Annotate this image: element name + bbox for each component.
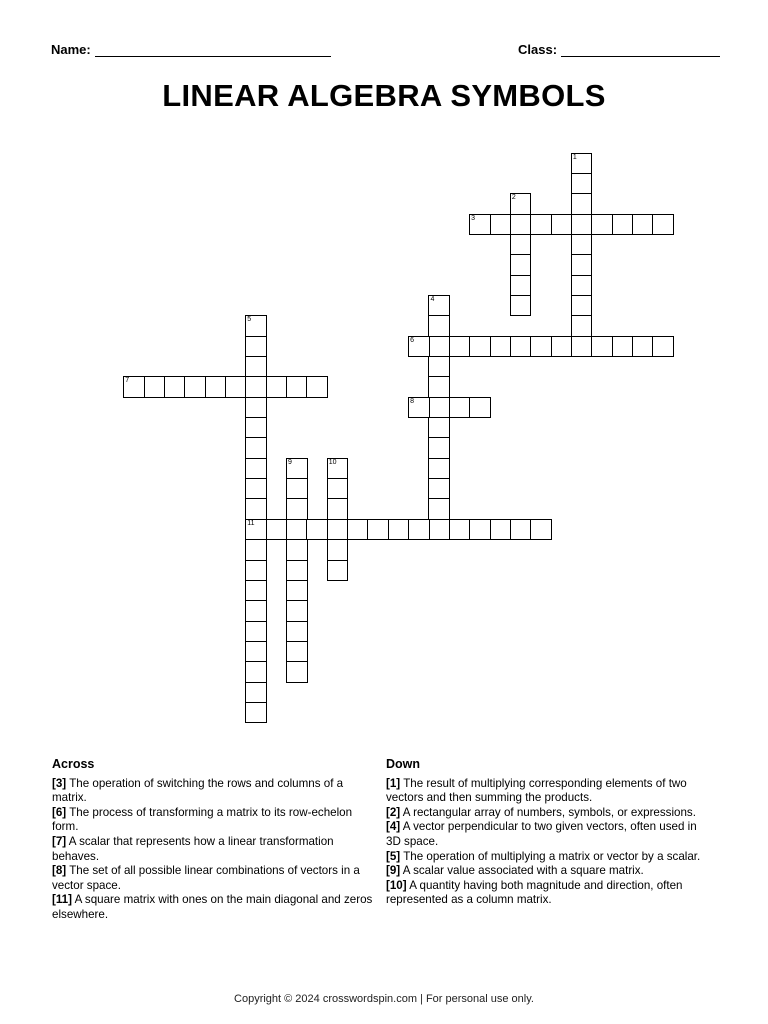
grid-cell[interactable] bbox=[306, 519, 328, 541]
down-clue bbox=[386, 820, 708, 849]
grid-cell[interactable] bbox=[286, 498, 308, 520]
grid-cell[interactable] bbox=[245, 437, 267, 459]
grid-cell[interactable] bbox=[530, 214, 552, 236]
grid-cell[interactable] bbox=[245, 478, 267, 500]
grid-cell[interactable] bbox=[286, 600, 308, 622]
clue-number: [3] bbox=[52, 776, 67, 790]
grid-cell[interactable] bbox=[245, 336, 267, 358]
grid-cell[interactable] bbox=[164, 376, 186, 398]
grid-cell[interactable] bbox=[286, 376, 308, 398]
grid-cell[interactable] bbox=[571, 234, 593, 256]
grid-cell[interactable] bbox=[449, 336, 471, 358]
grid-cell[interactable] bbox=[469, 214, 491, 236]
grid-cell[interactable] bbox=[571, 173, 593, 195]
grid-cell[interactable] bbox=[510, 254, 532, 276]
clue-number: [9] bbox=[386, 864, 401, 878]
grid-cell[interactable] bbox=[286, 458, 308, 480]
grid-cell[interactable] bbox=[245, 519, 267, 541]
cell-number: 9 bbox=[288, 458, 292, 466]
grid-cell[interactable] bbox=[612, 336, 634, 358]
grid-cell[interactable] bbox=[571, 214, 593, 236]
grid-cell[interactable] bbox=[612, 214, 634, 236]
grid-cell[interactable] bbox=[327, 478, 349, 500]
clue-number: [2] bbox=[386, 805, 401, 819]
grid-cell[interactable] bbox=[306, 376, 328, 398]
footer-copyright: Copyright © 2024 crosswordspin.com | For personal use only. bbox=[234, 993, 534, 1005]
grid-cell[interactable] bbox=[266, 376, 288, 398]
grid-cell[interactable] bbox=[286, 478, 308, 500]
across-clue bbox=[52, 893, 374, 922]
grid-cell[interactable] bbox=[245, 539, 267, 561]
grid-cell[interactable] bbox=[408, 397, 430, 419]
clue-number: [4] bbox=[386, 820, 401, 834]
clue-text: A quantity having both magnitude and direction, often represented as a column matrix. bbox=[386, 878, 683, 907]
grid-cell[interactable] bbox=[245, 397, 267, 419]
grid-cell[interactable] bbox=[428, 376, 450, 398]
clue-number: [10] bbox=[386, 878, 407, 892]
grid-cell[interactable] bbox=[530, 336, 552, 358]
grid-cell[interactable] bbox=[367, 519, 389, 541]
clue-text: A scalar that represents how a linear transformation behaves. bbox=[52, 834, 334, 863]
grid-cell[interactable] bbox=[571, 254, 593, 276]
grid-cell[interactable] bbox=[327, 539, 349, 561]
grid-cell[interactable] bbox=[428, 397, 450, 419]
grid-cell[interactable] bbox=[245, 376, 267, 398]
grid-cell[interactable] bbox=[286, 539, 308, 561]
across-heading: Across bbox=[52, 757, 95, 771]
grid-cell[interactable] bbox=[245, 356, 267, 378]
grid-cell[interactable] bbox=[428, 295, 450, 317]
grid-cell[interactable] bbox=[510, 519, 532, 541]
clue-number: [11] bbox=[52, 893, 72, 907]
clue-text: A vector perpendicular to two given vectors, often used in 3D space. bbox=[386, 820, 697, 848]
name-label: Name: bbox=[51, 42, 91, 57]
grid-cell[interactable] bbox=[571, 153, 593, 175]
clue-text: The set of all possible linear combinations of vectors in a vector space. bbox=[52, 864, 360, 892]
grid-cell[interactable] bbox=[286, 621, 308, 643]
grid-cell[interactable] bbox=[490, 519, 512, 541]
grid-cell[interactable] bbox=[428, 356, 450, 378]
across-clue bbox=[52, 864, 374, 893]
grid-cell[interactable] bbox=[245, 702, 267, 724]
grid-cell[interactable] bbox=[510, 336, 532, 358]
grid-cell[interactable] bbox=[245, 621, 267, 643]
clue-text: A square matrix with ones on the main diagonal and zeros elsewhere. bbox=[52, 893, 373, 921]
grid-cell[interactable] bbox=[245, 315, 267, 337]
across-clues bbox=[52, 757, 374, 923]
cell-number: 10 bbox=[328, 458, 337, 466]
grid-cell[interactable] bbox=[428, 315, 450, 337]
cell-number: 6 bbox=[410, 336, 414, 344]
grid-cell[interactable] bbox=[347, 519, 369, 541]
cell-number: 11 bbox=[247, 519, 255, 527]
clue-number: [1] bbox=[386, 776, 401, 790]
grid-cell[interactable] bbox=[327, 519, 349, 541]
grid-cell[interactable] bbox=[245, 682, 267, 704]
clue-text: A rectangular array of numbers, symbols, or expressions. bbox=[402, 805, 696, 819]
grid-cell[interactable] bbox=[530, 519, 552, 541]
grid-cell[interactable] bbox=[510, 234, 532, 256]
down-clue bbox=[386, 777, 708, 806]
grid-cell[interactable] bbox=[591, 214, 613, 236]
cell-number: 7 bbox=[125, 377, 130, 385]
grid-cell[interactable] bbox=[286, 641, 308, 663]
grid-cell[interactable] bbox=[286, 560, 308, 582]
grid-cell[interactable] bbox=[428, 498, 450, 520]
grid-cell[interactable] bbox=[490, 336, 512, 358]
grid-cell[interactable] bbox=[652, 336, 674, 358]
clue-number: [5] bbox=[386, 849, 401, 863]
grid-cell[interactable] bbox=[245, 580, 267, 602]
down-heading: Down bbox=[386, 757, 421, 771]
grid-cell[interactable] bbox=[449, 397, 471, 419]
grid-cell[interactable] bbox=[225, 376, 247, 398]
grid-cell[interactable] bbox=[144, 376, 166, 398]
grid-cell[interactable] bbox=[245, 661, 267, 683]
across-clue bbox=[52, 835, 374, 864]
cell-number: 5 bbox=[247, 316, 252, 324]
class-label: Class: bbox=[518, 42, 558, 57]
grid-cell[interactable] bbox=[428, 417, 450, 439]
clue-text: The process of transforming a matrix to its row-echelon form. bbox=[52, 805, 353, 834]
grid-cell[interactable] bbox=[449, 519, 471, 541]
grid-cell[interactable] bbox=[469, 336, 491, 358]
clue-text: The operation of switching the rows and columns of a matrix. bbox=[52, 776, 344, 805]
page-title: LINEAR ALGEBRA SYMBOLS bbox=[162, 78, 606, 113]
cell-number: 3 bbox=[471, 214, 476, 222]
grid-cell[interactable] bbox=[245, 458, 267, 480]
grid-cell[interactable] bbox=[551, 336, 573, 358]
cell-number: 8 bbox=[410, 397, 414, 405]
clue-text: The operation of multiplying a matrix or vector by a scalar. bbox=[403, 849, 701, 863]
grid-cell[interactable] bbox=[123, 376, 145, 398]
grid-cell[interactable] bbox=[571, 315, 593, 337]
grid-cell[interactable] bbox=[652, 214, 674, 236]
grid-cell[interactable] bbox=[184, 376, 206, 398]
down-clues bbox=[386, 757, 708, 908]
cell-number: 2 bbox=[511, 194, 516, 202]
down-clue bbox=[386, 850, 708, 865]
grid-cell[interactable] bbox=[551, 214, 573, 236]
grid-cell[interactable] bbox=[327, 498, 349, 520]
grid-cell[interactable] bbox=[428, 478, 450, 500]
cell-number: 1 bbox=[572, 153, 577, 161]
grid-cell[interactable] bbox=[245, 641, 267, 663]
grid-cell[interactable] bbox=[428, 519, 450, 541]
grid-cell[interactable] bbox=[510, 214, 532, 236]
grid-cell[interactable] bbox=[510, 275, 532, 297]
grid-cell[interactable] bbox=[388, 519, 410, 541]
grid-cell[interactable] bbox=[286, 519, 308, 541]
grid-cell[interactable] bbox=[408, 336, 430, 358]
grid-cell[interactable] bbox=[428, 336, 450, 358]
grid-cell[interactable] bbox=[327, 560, 349, 582]
grid-cell[interactable] bbox=[469, 519, 491, 541]
grid-cell[interactable] bbox=[632, 214, 654, 236]
clue-number: [6] bbox=[52, 805, 67, 819]
grid-cell[interactable] bbox=[327, 458, 349, 480]
clue-number: [8] bbox=[52, 864, 67, 878]
clue-text: The result of multiplying corresponding elements of two vectors and then summing the products. bbox=[386, 776, 687, 805]
grid-cell[interactable] bbox=[632, 336, 654, 358]
clue-text: A scalar value associated with a square matrix. bbox=[402, 864, 644, 878]
grid-cell[interactable] bbox=[571, 336, 593, 358]
down-clue bbox=[386, 864, 708, 879]
grid-cell[interactable] bbox=[286, 580, 308, 602]
cell-number: 4 bbox=[430, 295, 435, 303]
grid-cell[interactable] bbox=[428, 437, 450, 459]
grid-cell[interactable] bbox=[245, 560, 267, 582]
grid-cell[interactable] bbox=[245, 417, 267, 439]
across-clue bbox=[52, 777, 374, 806]
grid-cell[interactable] bbox=[591, 336, 613, 358]
grid-cell[interactable] bbox=[245, 600, 267, 622]
grid-cell[interactable] bbox=[510, 295, 532, 317]
grid-cell[interactable] bbox=[490, 214, 512, 236]
grid-cell[interactable] bbox=[571, 275, 593, 297]
grid-cell[interactable] bbox=[286, 661, 308, 683]
grid-cell[interactable] bbox=[510, 193, 532, 215]
grid-cell[interactable] bbox=[571, 295, 593, 317]
grid-cell[interactable] bbox=[469, 397, 491, 419]
down-clue bbox=[386, 806, 708, 821]
grid-cell[interactable] bbox=[266, 519, 288, 541]
grid-cell[interactable] bbox=[571, 193, 593, 215]
across-clue bbox=[52, 806, 374, 835]
grid-cell[interactable] bbox=[428, 458, 450, 480]
grid-cell[interactable] bbox=[408, 519, 430, 541]
grid-cell[interactable] bbox=[245, 498, 267, 520]
clue-number: [7] bbox=[52, 834, 67, 848]
grid-cell[interactable] bbox=[205, 376, 227, 398]
down-clue bbox=[386, 879, 708, 908]
